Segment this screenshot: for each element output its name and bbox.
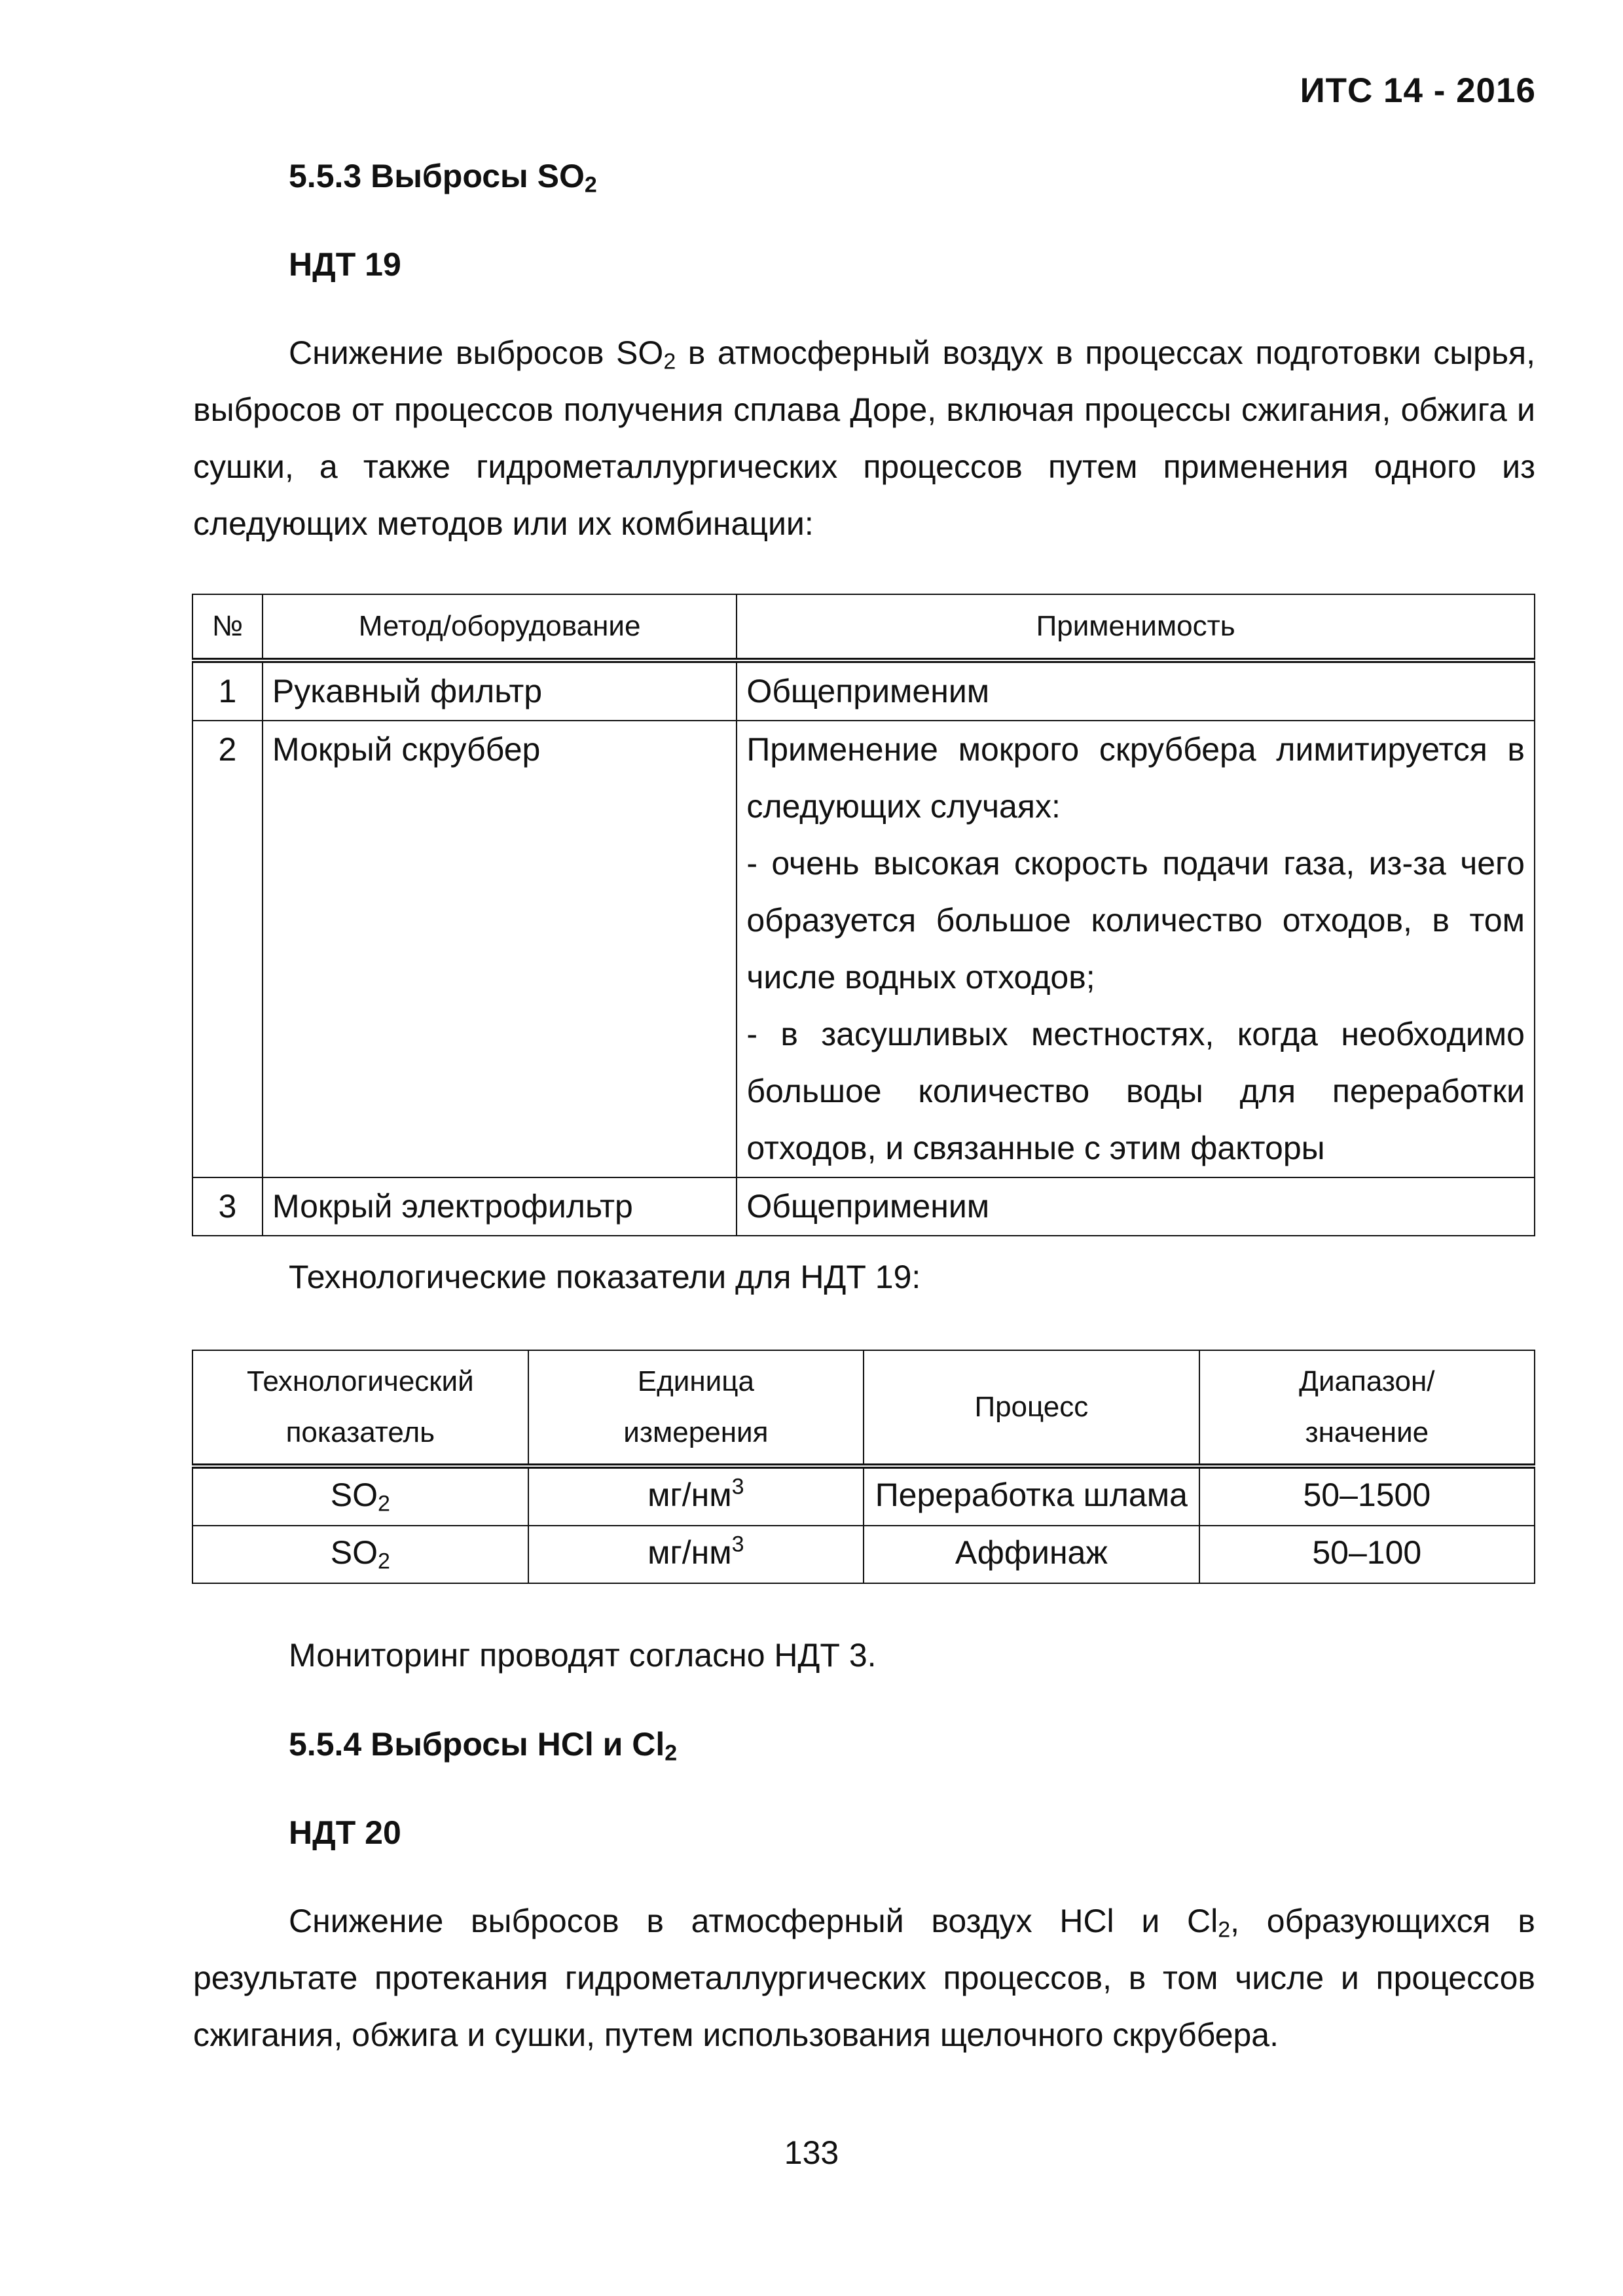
row-num: 3 xyxy=(192,1177,263,1236)
cell-range: 50–1500 xyxy=(1199,1466,1535,1526)
cell-process: Аффинаж xyxy=(864,1526,1199,1583)
header-num: № xyxy=(192,594,263,660)
methods-table-header xyxy=(192,594,1535,660)
row-num: 1 xyxy=(192,660,263,721)
methods-table xyxy=(192,594,1535,1236)
row-method: Мокрый скруббер xyxy=(263,721,737,1177)
row-num: 2 xyxy=(192,721,263,1177)
cell-unit: $мг/нм^3$ xyxy=(528,1466,864,1526)
header-range: Диапазон/ значение xyxy=(1199,1350,1535,1466)
indicators-intro: Технологические показатели для НДТ 19: xyxy=(289,1259,921,1295)
header-process: Процесс xyxy=(864,1350,1199,1466)
indicators-table-header xyxy=(192,1350,1535,1466)
cell-indicator: $SO_2$ xyxy=(192,1526,528,1583)
row-applicability: Общеприменим xyxy=(737,660,1535,721)
table-row xyxy=(192,721,1535,1177)
section-heading-554: 5.5.4 Выбросы HCl и $Cl_2$ xyxy=(289,1726,678,1766)
cell-unit: $мг/нм^3$ xyxy=(528,1526,864,1583)
table-row xyxy=(192,1466,1535,1526)
ndt-20-intro: Снижение выбросов в атмосферный воздух HCl и $Cl_2$, образующихся в результате протекания гидрометаллургических процессов, в том числе и процессов сжигания, обжига и сушки, путем использования щелочного скруббера. xyxy=(193,1903,1535,2053)
header-unit: Единица измерения xyxy=(528,1350,864,1466)
cell-process: Переработка шлама xyxy=(864,1466,1199,1526)
ndt-19-label: НДТ 19 xyxy=(289,246,401,283)
row-applicability: Общеприменим xyxy=(737,1177,1535,1236)
header-method: Метод/оборудование xyxy=(263,594,737,660)
header-indicator: Технологический показатель xyxy=(192,1350,528,1466)
monitoring-text: Мониторинг проводят согласно НДТ 3. xyxy=(289,1637,877,1674)
document-code: ИТС 14 - 2016 xyxy=(1300,71,1536,110)
row-method: Рукавный фильтр xyxy=(263,660,737,721)
header-applicability: Применимость xyxy=(737,594,1535,660)
cell-range: 50–100 xyxy=(1199,1526,1535,1583)
page-number: 133 xyxy=(784,2134,839,2171)
indicators-table xyxy=(192,1350,1535,1584)
table-row xyxy=(192,1526,1535,1583)
section-heading-553: 5.5.3 Выбросы $SO_2$ xyxy=(289,158,597,198)
ndt-19-intro: Снижение выбросов $SO_2$ в атмосферный воздух в процессах подготовки сырья, выбросов от процессов получения сплава Доре, включая процессы сжигания, обжига и сушки, а также гидрометаллургических процессов путем применения одного из следующих методов или их комбинации: xyxy=(193,334,1536,542)
ndt-20-label: НДТ 20 xyxy=(289,1814,401,1851)
table-row xyxy=(192,660,1535,721)
row-method: Мокрый электрофильтр xyxy=(263,1177,737,1236)
cell-indicator: $SO_2$ xyxy=(192,1466,528,1526)
row-applicability: Применение мокрого скруббера лимитируется в следующих случаях: - очень высокая скорость подачи газа, из-за чего образуется большое количество отходов, в том числе водных отходов; - в засушливых местностях, когда необходимо большое количество воды для переработки отходов, и связанные с этим факторы xyxy=(737,721,1535,1177)
table-row xyxy=(192,1177,1535,1236)
